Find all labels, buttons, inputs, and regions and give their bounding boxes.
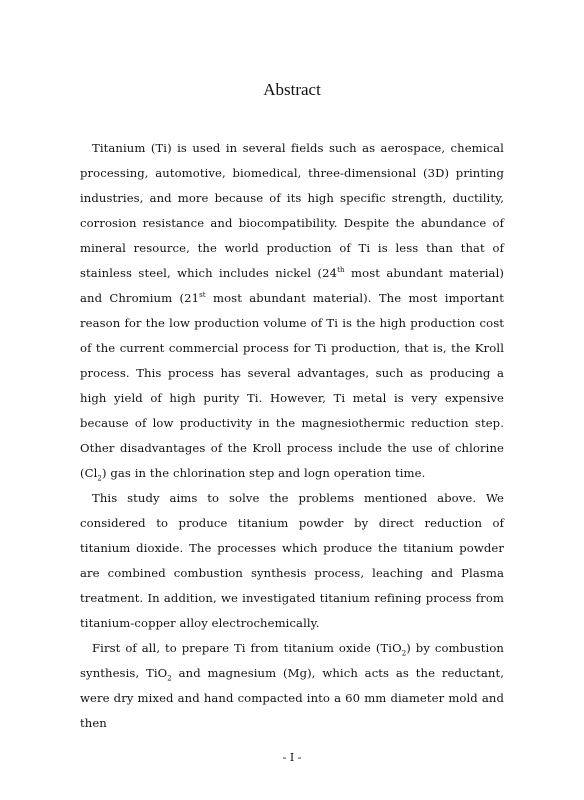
p1-text-3: most abundant material). The most important reason for the low production volume of Ti is the high production cost of the current commercial process for Ti production, that is, the Kroll process. This process has several advantages, such as producing a high yield of high purity Ti. However, Ti metal is very expensive because of low productivity in the magnesiothermic reduction step. Other disadvantages of the Kroll process include the use of chlorine (Cl [80,291,504,480]
p3-sub-2: 2 [167,674,172,683]
p1-sup-2: st [199,291,206,300]
paragraph-2: This study aims to solve the problems mentioned above. We considered to produce titanium powder by direct reduction of titanium dioxide. The processes which produce the titanium powder are combined combustion synthesis process, leaching and Plasma treatment. In addition, we investigated titanium refining process from titanium-copper alloy electrochemically. [80,491,504,630]
paragraph-3 [80,636,504,736]
paragraph-1 [80,136,504,486]
p3-text-2: ) by combustion synthesis, TiO [80,641,505,680]
p1-text-2: most abundant material) and Chromium (21 [80,266,504,305]
p3-sub-1: 2 [401,649,407,658]
p1-sup-1: th [337,266,345,275]
abstract-body [80,136,504,736]
p1-text-4: ) gas in the chlorination step and logn operation time. [101,466,426,480]
p3-text-3: and magnesium (Mg), which acts as the reductant, were dry mixed and hand compacted into a 60 mm diameter mold and then [80,666,504,730]
page-number: - I - [282,751,302,764]
p1-sub-1: 2 [97,474,102,483]
p1-text-1: Titanium (Ti) is used in several fields such as aerospace, chemical processing, automotive, biomedical, three-dimensional (3D) printing industries, and more because of its high specific strength, ductility, corrosion resistance and biocompatibility. Despite the abundance of mineral resource, the world production of Ti is less than that of stainless steel, which includes nickel (24 [80,141,504,280]
abstract-title: Abstract [263,80,321,99]
p3-text-1: First of all, to prepare Ti from titanium oxide (TiO [92,641,402,655]
